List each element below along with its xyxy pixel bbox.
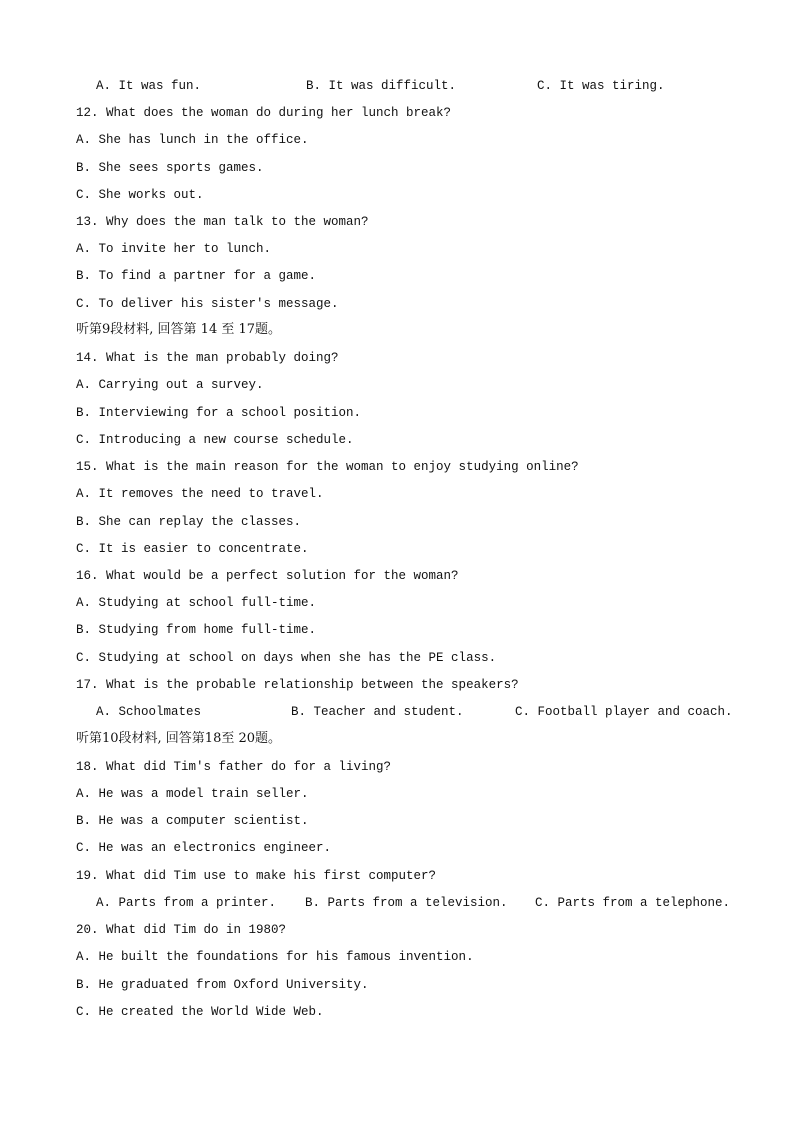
option-b: B. It was difficult. xyxy=(306,79,457,93)
option-line: C. He created the World Wide Web. xyxy=(76,1005,324,1019)
question-15: 15. What is the main reason for the woman to enjoy studying online? xyxy=(76,460,579,474)
question-20: 20. What did Tim do in 1980? xyxy=(76,923,287,937)
option-line: B. She sees sports games. xyxy=(76,161,264,175)
question-18: 18. What did Tim's father do for a living? xyxy=(76,760,392,774)
option-line: B. She can replay the classes. xyxy=(76,515,302,529)
option-line: C. Introducing a new course schedule. xyxy=(76,433,354,447)
option-line: C. It is easier to concentrate. xyxy=(76,542,309,556)
question-19: 19. What did Tim use to make his first computer? xyxy=(76,869,437,883)
question-13: 13. Why does the man talk to the woman? xyxy=(76,215,369,229)
option-line: B. He graduated from Oxford University. xyxy=(76,978,369,992)
option-line: B. Studying from home full-time. xyxy=(76,623,317,637)
section-instruction-10: 听第10段材料, 回答第18至 20题。 xyxy=(76,731,282,746)
option-c: C. It was tiring. xyxy=(537,79,665,93)
option-line: A. It removes the need to travel. xyxy=(76,487,324,501)
option-b: B. Parts from a television. xyxy=(305,896,508,910)
options-row-q17 xyxy=(0,704,793,720)
option-c: C. Parts from a telephone. xyxy=(535,896,731,910)
option-a: A. It was fun. xyxy=(96,79,202,93)
section-instruction-9: 听第9段材料, 回答第 14 至 17题。 xyxy=(76,322,282,337)
options-row-q19 xyxy=(0,895,793,911)
option-line: C. To deliver his sister's message. xyxy=(76,297,339,311)
option-line: A. She has lunch in the office. xyxy=(76,133,309,147)
option-line: B. To find a partner for a game. xyxy=(76,269,317,283)
option-line: A. He built the foundations for his famous invention. xyxy=(76,950,474,964)
option-line: C. He was an electronics engineer. xyxy=(76,841,332,855)
option-a: A. Schoolmates xyxy=(96,705,202,719)
option-line: A. To invite her to lunch. xyxy=(76,242,272,256)
option-b: B. Teacher and student. xyxy=(291,705,464,719)
option-c: C. Football player and coach. xyxy=(515,705,733,719)
options-row-q11 xyxy=(0,78,793,94)
option-line: C. She works out. xyxy=(76,188,204,202)
question-12: 12. What does the woman do during her lunch break? xyxy=(76,106,452,120)
option-a: A. Parts from a printer. xyxy=(96,896,277,910)
option-line: A. Studying at school full-time. xyxy=(76,596,317,610)
question-14: 14. What is the man probably doing? xyxy=(76,351,339,365)
option-line: B. Interviewing for a school position. xyxy=(76,406,362,420)
question-17: 17. What is the probable relationship between the speakers? xyxy=(76,678,519,692)
question-16: 16. What would be a perfect solution for the woman? xyxy=(76,569,459,583)
option-line: C. Studying at school on days when she has the PE class. xyxy=(76,651,497,665)
option-line: A. Carrying out a survey. xyxy=(76,378,264,392)
option-line: B. He was a computer scientist. xyxy=(76,814,309,828)
option-line: A. He was a model train seller. xyxy=(76,787,309,801)
